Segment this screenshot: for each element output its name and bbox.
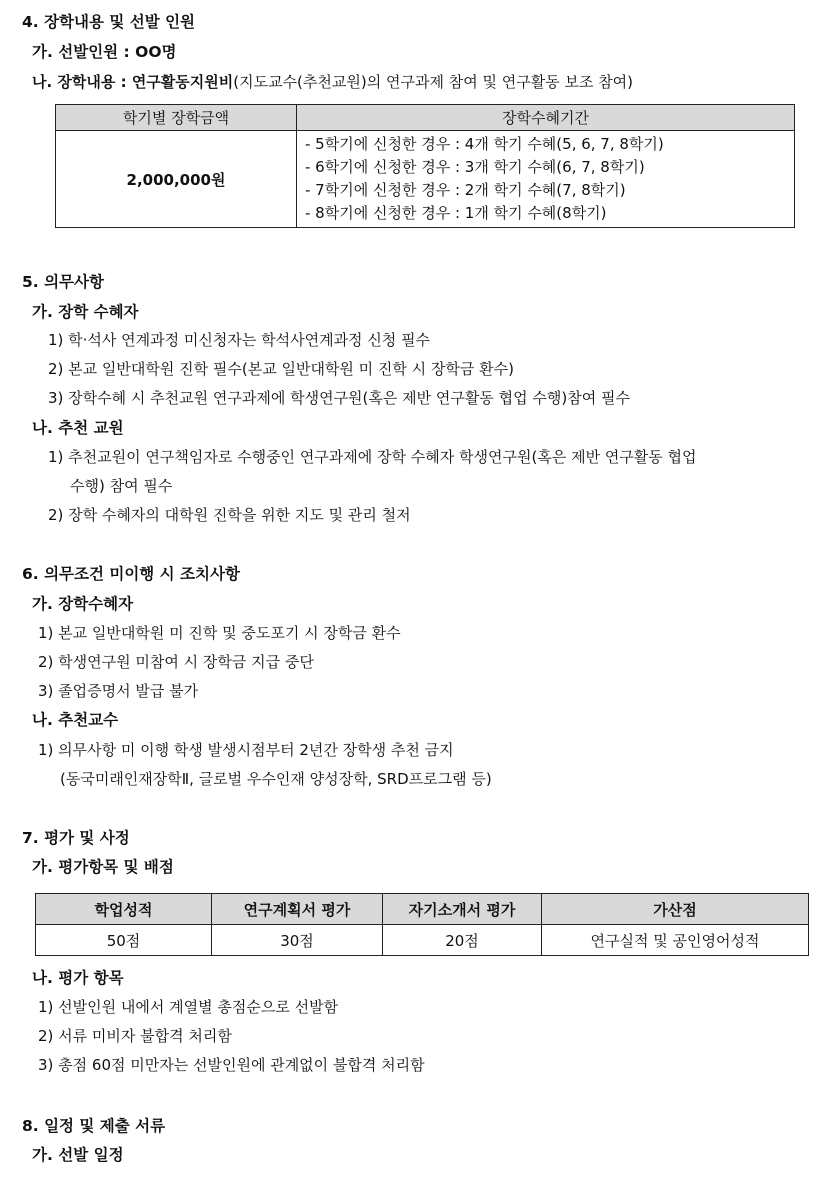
cell-bonus: 연구실적 및 공인영어성적	[542, 925, 809, 956]
header-amount: 학기별 장학금액	[56, 105, 297, 131]
list-item: 3) 졸업증명서 발급 불가	[38, 682, 199, 700]
header-self-intro: 자기소개서 평가	[383, 894, 542, 925]
table-header-row	[36, 894, 809, 925]
header-grades: 학업성적	[36, 894, 212, 925]
section-4-content	[32, 72, 633, 92]
list-item: 2) 장학 수혜자의 대학원 진학을 위한 지도 및 관리 철저	[48, 506, 411, 524]
section-7-a-title: 가. 평가항목 및 배점	[32, 858, 174, 876]
section-4-content-label: 나. 장학내용 : 연구활동지원비	[32, 73, 234, 91]
table-header-row	[56, 105, 795, 131]
period-cell	[297, 131, 795, 228]
period-item: - 7학기에 신청한 경우 : 2개 학기 수혜(7, 8학기)	[305, 181, 626, 199]
list-item: 1) 학·석사 연계과정 미신청자는 학석사연계과정 신청 필수	[48, 331, 431, 349]
table-row	[56, 131, 795, 228]
cell-research-plan: 30점	[212, 925, 383, 956]
section-7-b-title: 나. 평가 항목	[32, 969, 124, 987]
list-item: 3) 총점 60점 미만자는 선발인원에 관계없이 불합격 처리함	[38, 1056, 425, 1074]
period-item: - 5학기에 신청한 경우 : 4개 학기 수혜(5, 6, 7, 8학기)	[305, 135, 664, 153]
section-6-b-title: 나. 추천교수	[32, 711, 119, 729]
section-7-title: 7. 평가 및 사정	[22, 829, 130, 847]
scholarship-table	[55, 104, 795, 228]
cell-self-intro: 20점	[383, 925, 542, 956]
amount-cell: 2,000,000원	[56, 131, 297, 228]
evaluation-table	[35, 893, 809, 956]
section-8-title: 8. 일정 및 제출 서류	[22, 1117, 166, 1135]
list-item: 1) 추천교원이 연구책임자로 수행중인 연구과제에 장학 수혜자 학생연구원(혹은 제반 연구활동 협업	[48, 448, 697, 466]
section-6-title: 6. 의무조건 미이행 시 조치사항	[22, 565, 240, 583]
list-item: 1) 의무사항 미 이행 학생 발생시점부터 2년간 장학생 추천 금지	[38, 741, 454, 759]
list-item: 2) 학생연구원 미참여 시 장학금 지급 중단	[38, 653, 314, 671]
list-item: 2) 본교 일반대학원 진학 필수(본교 일반대학원 미 진학 시 장학금 환수)	[48, 360, 515, 378]
section-4-title: 4. 장학내용 및 선발 인원	[22, 13, 196, 31]
section-4-content-detail: (지도교수(추천교원)의 연구과제 참여 및 연구활동 보조 참여)	[233, 73, 634, 91]
period-item: - 8학기에 신청한 경우 : 1개 학기 수혜(8학기)	[305, 204, 607, 222]
cell-grades: 50점	[36, 925, 212, 956]
section-8-a-title: 가. 선발 일정	[32, 1146, 124, 1164]
header-bonus: 가산점	[542, 894, 809, 925]
section-6-a-title: 가. 장학수혜자	[32, 595, 134, 613]
period-item: - 6학기에 신청한 경우 : 3개 학기 수혜(6, 7, 8학기)	[305, 158, 645, 176]
list-item: 2) 서류 미비자 불합격 처리함	[38, 1027, 232, 1045]
list-item: 1) 본교 일반대학원 미 진학 및 중도포기 시 장학금 환수	[38, 624, 401, 642]
section-4-selection-count: 가. 선발인원 : OO명	[32, 43, 177, 61]
list-item: 3) 장학수혜 시 추천교원 연구과제에 학생연구원(혹은 제반 연구활동 협업 수행)참여 필수	[48, 389, 630, 407]
header-period: 장학수혜기간	[297, 105, 795, 131]
section-5-b-title: 나. 추천 교원	[32, 419, 124, 437]
list-item: 1) 선발인원 내에서 계열별 총점순으로 선발함	[38, 998, 339, 1016]
table-row	[36, 925, 809, 956]
list-item-continued: (동국미래인재장학Ⅱ, 글로벌 우수인재 양성장학, SRD프로그램 등)	[60, 770, 492, 788]
list-item-continued: 수행) 참여 필수	[70, 477, 173, 495]
section-5-title: 5. 의무사항	[22, 273, 104, 291]
section-5-a-title: 가. 장학 수혜자	[32, 303, 139, 321]
header-research-plan: 연구계획서 평가	[212, 894, 383, 925]
